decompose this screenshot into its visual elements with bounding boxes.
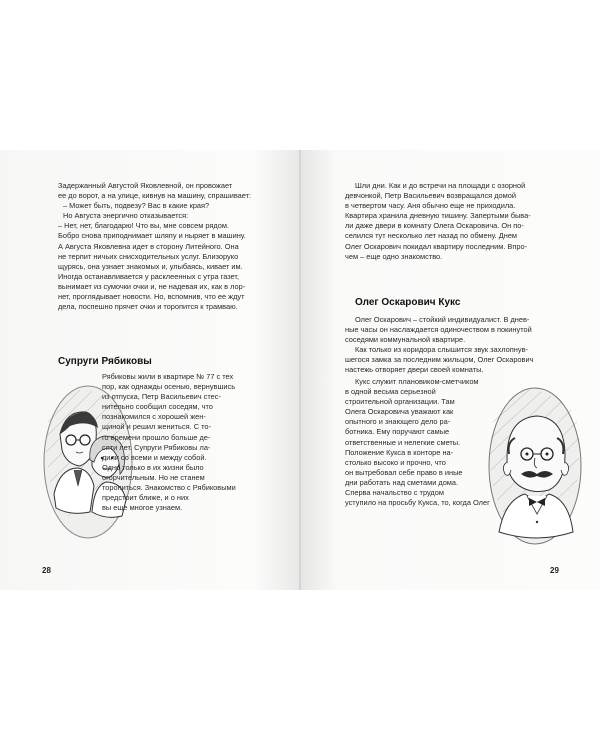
left-intro-text bbox=[58, 181, 263, 312]
paragraph: – Нет, нет, благодарю! Что вы, мне совсем рядом. Бобро снова приподнимает шляпу и ныряет в машину. А Августа Яковлевна идет в сторону Литейного. Она не терпит ничьих снисходительных услуг. Близоруко щурясь, она узнает знакомых и, улыбаясь, кивает им. Иногда останавливается у расклеенных с утра газет, вынимает из сумочки очки и, не надевая их, как в лор- нет, проглядывает новости. Но, вспомнив, что ее ждут дела, поспешно прячет очки и торопится к трамваю. bbox=[58, 221, 246, 312]
left-page bbox=[0, 150, 299, 590]
paragraph: Олег Оскарович – стойкий индивидуалист. В днев- ные часы он наслаждается одиночеством в покинутой соседями коммунальной квартире. bbox=[345, 315, 532, 345]
paragraph: Шли дни. Как и до встречи на площади с озорной девчонкой, Петр Васильевич возвращался домой в четвертом часу. Аня обычно еще не приходила. Квартира хранила дневную тишину. Запертыми быва- ли даже двери в комнату Олега Оскаровича. Он по- селился тут несколько лет назад по обмену. Днем Олег Оскарович покидал квартиру последним. Впро- чем – еще одно знакомство. bbox=[345, 181, 531, 261]
paragraph: Рябиковы жили в квартире № 77 с тех пор, как однажды осенью, вернувшись из отпуска, Петр Васильевич стес- нительно сообщил соседям, что познакомился с хорошей жен- щиной и решил жениться. С то- го времени прошло больше де- сяти лет. Супруги Рябиковы ла- дили со всеми и между собой. Одно только в их жизни было огорчительным. Но не станем торопиться. Знакомство с Рябиковыми предстоит ближе, и о них вы еще многое узнаем. bbox=[102, 372, 236, 513]
right-intro-text bbox=[345, 181, 555, 262]
paragraph: Задержанный Августой Яковлевной, он провожает ее до ворот, а на улице, кивнув на машину, спрашивает: bbox=[58, 181, 252, 201]
right-page bbox=[301, 150, 600, 590]
section-heading-rjabikovy: Супруги Рябиковы bbox=[58, 356, 152, 367]
right-section-text-wrap bbox=[345, 377, 495, 508]
right-section-text-top bbox=[345, 315, 555, 376]
book-spread bbox=[0, 150, 600, 590]
page-number-right: 29 bbox=[550, 566, 559, 575]
kuks-portrait bbox=[485, 382, 585, 550]
section-heading-kuks: Олег Оскарович Кукс bbox=[355, 297, 461, 308]
left-section-text bbox=[102, 372, 264, 513]
paragraph: Как только из коридора слышится звук захлопнув- шегося замка за последним жильцом, Олег Оскарович настежь отворяет двери своей комнаты. bbox=[345, 345, 534, 375]
paragraph: – Может быть, подвезу? Вас в какие края? bbox=[63, 201, 210, 211]
paragraph: Но Августа энергично отказывается: bbox=[63, 211, 189, 221]
page-number-left: 28 bbox=[42, 566, 51, 575]
paragraph: Кукс служит плановиком-сметчиком в одной весьма серьезной строительной организации. Там Олега Оскаровича уважают как опытного и знающего дело ра- ботника. Ему поручают самые ответственные и нелегкие сметы. Положение Кукса в конторе на- столько высоко и прочно, что он вытребовал себе право в иные дни работать над сметами дома. Сперва начальство с трудом уступило на просьбу Кукса, то, когда Олег bbox=[345, 377, 490, 508]
